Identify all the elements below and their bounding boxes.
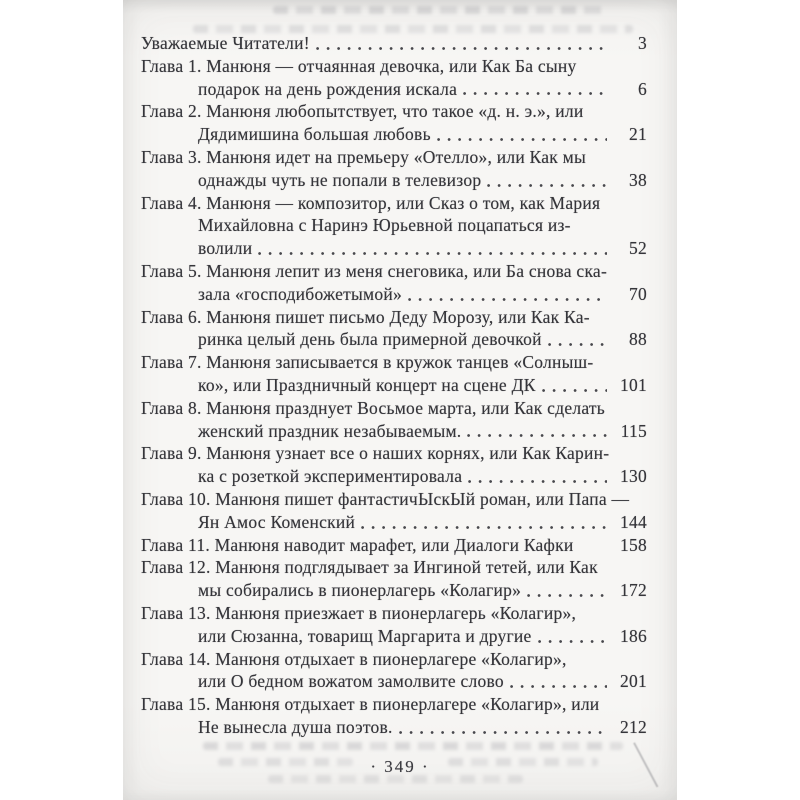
toc-page-number: 38 <box>629 169 647 190</box>
toc-entry-text: волили <box>198 238 253 259</box>
dot-leader <box>408 297 607 302</box>
toc-entry-text: подарок на день рождения искала <box>198 78 458 99</box>
toc-page-number: 172 <box>620 580 647 601</box>
dot-leader <box>580 547 607 552</box>
dot-leader <box>468 479 607 484</box>
toc-entry-text: Глава 7. Манюня записывается в кружок танцев «Солныш- <box>141 352 594 373</box>
dot-leader <box>361 525 607 530</box>
dot-leader <box>467 433 607 438</box>
dot-leader <box>487 183 607 188</box>
toc-line <box>141 78 647 101</box>
toc-line <box>141 260 647 283</box>
toc-line <box>141 237 647 260</box>
toc-entry-text: Глава 2. Манюня любопытствует, что такое «д. н. э.», или <box>141 101 584 122</box>
toc-line <box>141 693 647 716</box>
toc-line <box>141 397 647 420</box>
toc-line <box>141 420 647 443</box>
toc-line <box>141 351 647 374</box>
toc-page-number: 52 <box>629 238 647 259</box>
toc-line <box>141 716 647 739</box>
toc-entry-text: мы собирались в пионерлагерь «Колагир» <box>198 580 522 601</box>
toc-entry-text: ко», или Праздничный концерт на сцене ДК <box>198 374 536 395</box>
toc-line <box>141 214 647 237</box>
toc-line <box>141 169 647 192</box>
toc-line <box>141 670 647 693</box>
dot-leader <box>542 388 607 393</box>
toc-line <box>141 602 647 625</box>
dot-leader <box>399 730 607 735</box>
toc-page-number: 201 <box>620 671 647 692</box>
toc-page-number: 88 <box>629 329 647 350</box>
toc-entry-text: Не вынесла душа поэтов. <box>198 716 393 737</box>
toc-page-number: 130 <box>620 466 647 487</box>
dot-leader <box>258 251 607 256</box>
toc-entry-text: ринка целый день была примерной девочкой <box>198 329 542 350</box>
toc-entry-text: зала «господибожетымой» <box>198 283 402 304</box>
toc-line <box>141 374 647 397</box>
toc-entry-text: или О бедном вожатом замолвите слово <box>198 671 504 692</box>
toc-line <box>141 123 647 146</box>
dot-leader <box>316 46 607 51</box>
book-page-photo <box>123 0 677 800</box>
toc-page-number: 115 <box>620 420 647 441</box>
bleed-through-line <box>273 6 603 14</box>
toc-line <box>141 511 647 534</box>
toc-page-number: 158 <box>620 534 647 555</box>
toc-entry-text: однажды чуть не попали в телевизор <box>198 169 482 190</box>
toc-entry-text: Уважаемые Читатели! <box>141 33 310 53</box>
toc-entry-text: Михайловна с Наринэ Юрьевной поцапаться из- <box>198 215 571 236</box>
dot-leader <box>437 137 607 142</box>
toc-line <box>141 579 647 602</box>
toc-line <box>141 442 647 465</box>
dot-leader <box>548 342 607 347</box>
toc-entry-text: Глава 4. Манюня — композитор, или Сказ о том, как Мария <box>141 192 601 213</box>
toc-page-number: 6 <box>638 78 647 99</box>
toc-entry-text: Дядимишина большая любовь <box>198 124 431 145</box>
toc-page-number: 3 <box>638 33 647 53</box>
toc-entry-text: Ян Амос Коменский <box>198 511 356 532</box>
toc-entry-text: Глава 9. Манюня узнает все о наших корнях, или Как Карин- <box>141 443 610 464</box>
toc-line <box>141 556 647 579</box>
toc-line <box>141 192 647 215</box>
toc-line <box>141 283 647 306</box>
toc-line <box>141 625 647 648</box>
toc-entry-text: Глава 8. Манюня празднует Восьмое марта, или Как сделать <box>141 397 606 418</box>
bleed-through-line <box>203 742 623 750</box>
toc-line <box>141 648 647 671</box>
toc-entry-text: Глава 13. Манюня приезжает в пионерлагерь «Колагир», <box>141 602 577 623</box>
toc-line <box>141 328 647 351</box>
toc-line <box>141 146 647 169</box>
toc-entry-text: Глава 1. Манюня — отчаянная девочка, или Как Ба сыну <box>141 55 577 76</box>
toc-entry-text: Глава 14. Манюня отдыхает в пионерлагере «Колагир», <box>141 648 567 669</box>
toc-page-number: 186 <box>620 625 647 646</box>
toc-line <box>141 32 647 55</box>
toc-line <box>141 465 647 488</box>
toc-list <box>141 32 647 739</box>
toc-entry-text: или Сюзанна, товарищ Маргарита и другие <box>198 625 532 646</box>
toc-entry-text: Глава 10. Манюня пишет фантастичЫскЫй роман, или Папа — <box>141 488 630 509</box>
toc-entry-text: Глава 15. Манюня отдыхает в пионерлагере «Колагир», или <box>141 694 600 715</box>
dot-leader <box>538 639 607 644</box>
toc-entry-text: ка с розеткой экспериментировала <box>198 466 463 487</box>
dot-leader <box>463 91 607 96</box>
toc-entry-text: Глава 11. Манюня наводит марафет, или Диалоги Кафки <box>141 534 574 555</box>
toc-page-number: 101 <box>620 374 647 395</box>
toc-page-number: 21 <box>629 124 647 145</box>
toc-line <box>141 488 647 511</box>
toc-entry-text: Глава 12. Манюня подглядывает за Ингиной тетей, или Как <box>141 557 598 578</box>
dot-leader <box>527 593 607 598</box>
dot-leader <box>510 684 607 689</box>
toc-page-number: 212 <box>620 716 647 737</box>
toc-line <box>141 534 647 557</box>
toc-page-number: 144 <box>620 511 647 532</box>
toc-line <box>141 306 647 329</box>
toc-entry-text: женский праздник незабываемым. <box>198 420 462 441</box>
toc-entry-text: Глава 6. Манюня пишет письмо Деду Морозу, или Как Ка- <box>141 306 590 327</box>
toc-line <box>141 55 647 78</box>
toc-entry-text: Глава 5. Манюня лепит из меня снеговика, или Ба снова ска- <box>141 260 608 281</box>
toc-entry-text: Глава 3. Манюня идет на премьеру «Отелло», или Как мы <box>141 146 586 167</box>
folio-page-number: · 349 · <box>370 757 430 776</box>
toc-page-number: 70 <box>629 283 647 304</box>
toc-line <box>141 100 647 123</box>
